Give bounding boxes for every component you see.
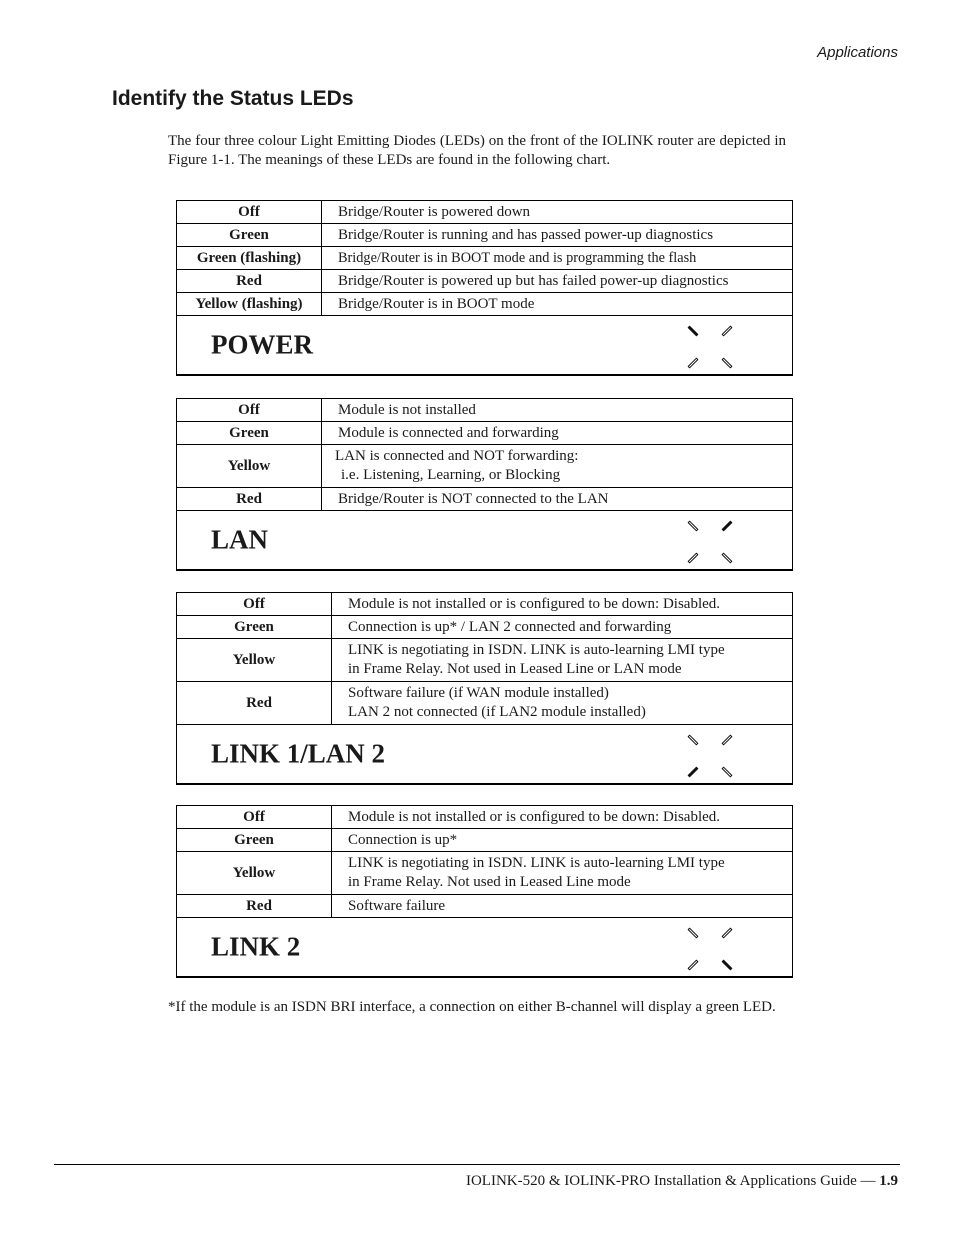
led-meaning-line: in Frame Relay. Not used in Leased Line or LAN mode	[348, 661, 682, 677]
table-row	[177, 616, 793, 639]
led-state: Green	[177, 616, 332, 639]
led-state: Yellow	[177, 445, 322, 488]
table-row	[177, 806, 793, 829]
led-label-row	[177, 918, 793, 978]
led-state: Red	[177, 488, 322, 511]
led-name-link1: LINK 1/LAN 2	[211, 738, 386, 769]
led-unlit-icon	[686, 958, 700, 972]
led-label-cell	[177, 725, 793, 785]
led-meaning-line: Software failure (if WAN module installed)	[348, 685, 609, 701]
led-state: Yellow (flashing)	[177, 293, 322, 316]
led-meaning-line: LINK is negotiating in ISDN. LINK is auto-learning LMI type	[348, 642, 725, 658]
led-meaning: Bridge/Router is running and has passed power-up diagnostics	[322, 224, 793, 247]
table-row	[177, 829, 793, 852]
led-unlit-icon	[720, 356, 734, 370]
led-name-lan: LAN	[211, 524, 269, 555]
led-state: Red	[177, 682, 332, 725]
led-unlit-icon	[720, 765, 734, 779]
led-unlit-icon	[686, 519, 700, 533]
led-lit-icon	[720, 519, 734, 533]
led-state: Yellow	[177, 639, 332, 682]
table-row	[177, 852, 793, 895]
led-meaning-line: LAN 2 not connected (if LAN2 module installed)	[348, 704, 646, 720]
led-state: Red	[177, 270, 322, 293]
led-meaning: Module is not installed or is configured to be down: Disabled.	[332, 806, 793, 829]
led-state: Off	[177, 201, 322, 224]
led-state: Green	[177, 422, 322, 445]
led-indicator-grid	[686, 324, 734, 370]
led-meaning	[332, 682, 793, 725]
table-row	[177, 270, 793, 293]
led-meaning: Bridge/Router is powered up but has failed power-up diagnostics	[322, 270, 793, 293]
led-label-row	[177, 511, 793, 571]
led-unlit-icon	[720, 324, 734, 338]
table-row	[177, 399, 793, 422]
table-row	[177, 201, 793, 224]
led-meaning	[322, 445, 793, 488]
led-meaning	[332, 852, 793, 895]
led-meaning: Connection is up* / LAN 2 connected and forwarding	[332, 616, 793, 639]
link1-led-table	[176, 592, 793, 785]
led-unlit-icon	[686, 733, 700, 747]
led-state: Yellow	[177, 852, 332, 895]
led-state: Off	[177, 399, 322, 422]
page-footer	[466, 1173, 898, 1190]
led-indicator-grid	[686, 926, 734, 972]
led-meaning: Software failure	[332, 895, 793, 918]
led-unlit-icon	[720, 551, 734, 565]
led-state: Off	[177, 806, 332, 829]
led-label-row	[177, 316, 793, 376]
led-label-cell	[177, 511, 793, 571]
led-meaning: Bridge/Router is powered down	[322, 201, 793, 224]
led-label-row	[177, 725, 793, 785]
led-label-cell	[177, 918, 793, 978]
led-state: Green	[177, 224, 322, 247]
led-meaning: Module is connected and forwarding	[322, 422, 793, 445]
led-meaning-line: LAN is connected and NOT forwarding:	[335, 448, 579, 464]
led-name-power: POWER	[211, 329, 314, 360]
intro-paragraph: The four three colour Light Emitting Diodes (LEDs) on the front of the IOLINK router are depicted in Figure 1-1. The meanings of these LEDs are found in the following chart.	[168, 133, 786, 168]
table-row	[177, 247, 793, 270]
page-number: 1.9	[879, 1173, 898, 1189]
led-meaning: Bridge/Router is in BOOT mode	[322, 293, 793, 316]
power-led-table	[176, 200, 793, 376]
led-unlit-icon	[720, 926, 734, 940]
table-row	[177, 488, 793, 511]
led-lit-icon	[686, 324, 700, 338]
led-state: Red	[177, 895, 332, 918]
table-row	[177, 445, 793, 488]
led-state: Off	[177, 593, 332, 616]
led-unlit-icon	[720, 733, 734, 747]
led-unlit-icon	[686, 551, 700, 565]
led-lit-icon	[686, 765, 700, 779]
led-meaning-line: in Frame Relay. Not used in Leased Line mode	[348, 874, 631, 890]
footer-rule	[54, 1164, 900, 1165]
link2-led-table	[176, 805, 793, 978]
table-row	[177, 593, 793, 616]
led-unlit-icon	[686, 356, 700, 370]
led-meaning: Module is not installed or is configured to be down: Disabled.	[332, 593, 793, 616]
running-head: Applications	[817, 44, 898, 61]
led-indicator-grid	[686, 519, 734, 565]
led-meaning-line: i.e. Listening, Learning, or Blocking	[341, 467, 561, 483]
led-state: Green (flashing)	[177, 247, 322, 270]
led-meaning: Bridge/Router is NOT connected to the LAN	[322, 488, 793, 511]
table-row	[177, 895, 793, 918]
led-indicator-grid	[686, 733, 734, 779]
led-meaning-line: LINK is negotiating in ISDN. LINK is auto-learning LMI type	[348, 855, 725, 871]
led-meaning	[332, 639, 793, 682]
led-meaning: Connection is up*	[332, 829, 793, 852]
lan-led-table	[176, 398, 793, 571]
led-meaning: Bridge/Router is in BOOT mode and is programming the flash	[322, 247, 793, 270]
table-row	[177, 293, 793, 316]
led-label-cell	[177, 316, 793, 376]
section-title: Identify the Status LEDs	[112, 87, 354, 110]
led-name-link2: LINK 2	[211, 931, 301, 962]
table-row	[177, 639, 793, 682]
table-row	[177, 422, 793, 445]
footer-title: IOLINK-520 & IOLINK-PRO Installation & Applications Guide —	[465, 1173, 876, 1189]
table-row	[177, 682, 793, 725]
table-row	[177, 224, 793, 247]
led-unlit-icon	[686, 926, 700, 940]
led-meaning: Module is not installed	[322, 399, 793, 422]
led-lit-icon	[720, 958, 734, 972]
footnote: *If the module is an ISDN BRI interface, a connection on either B-channel will display a green LED.	[168, 999, 776, 1015]
led-state: Green	[177, 829, 332, 852]
